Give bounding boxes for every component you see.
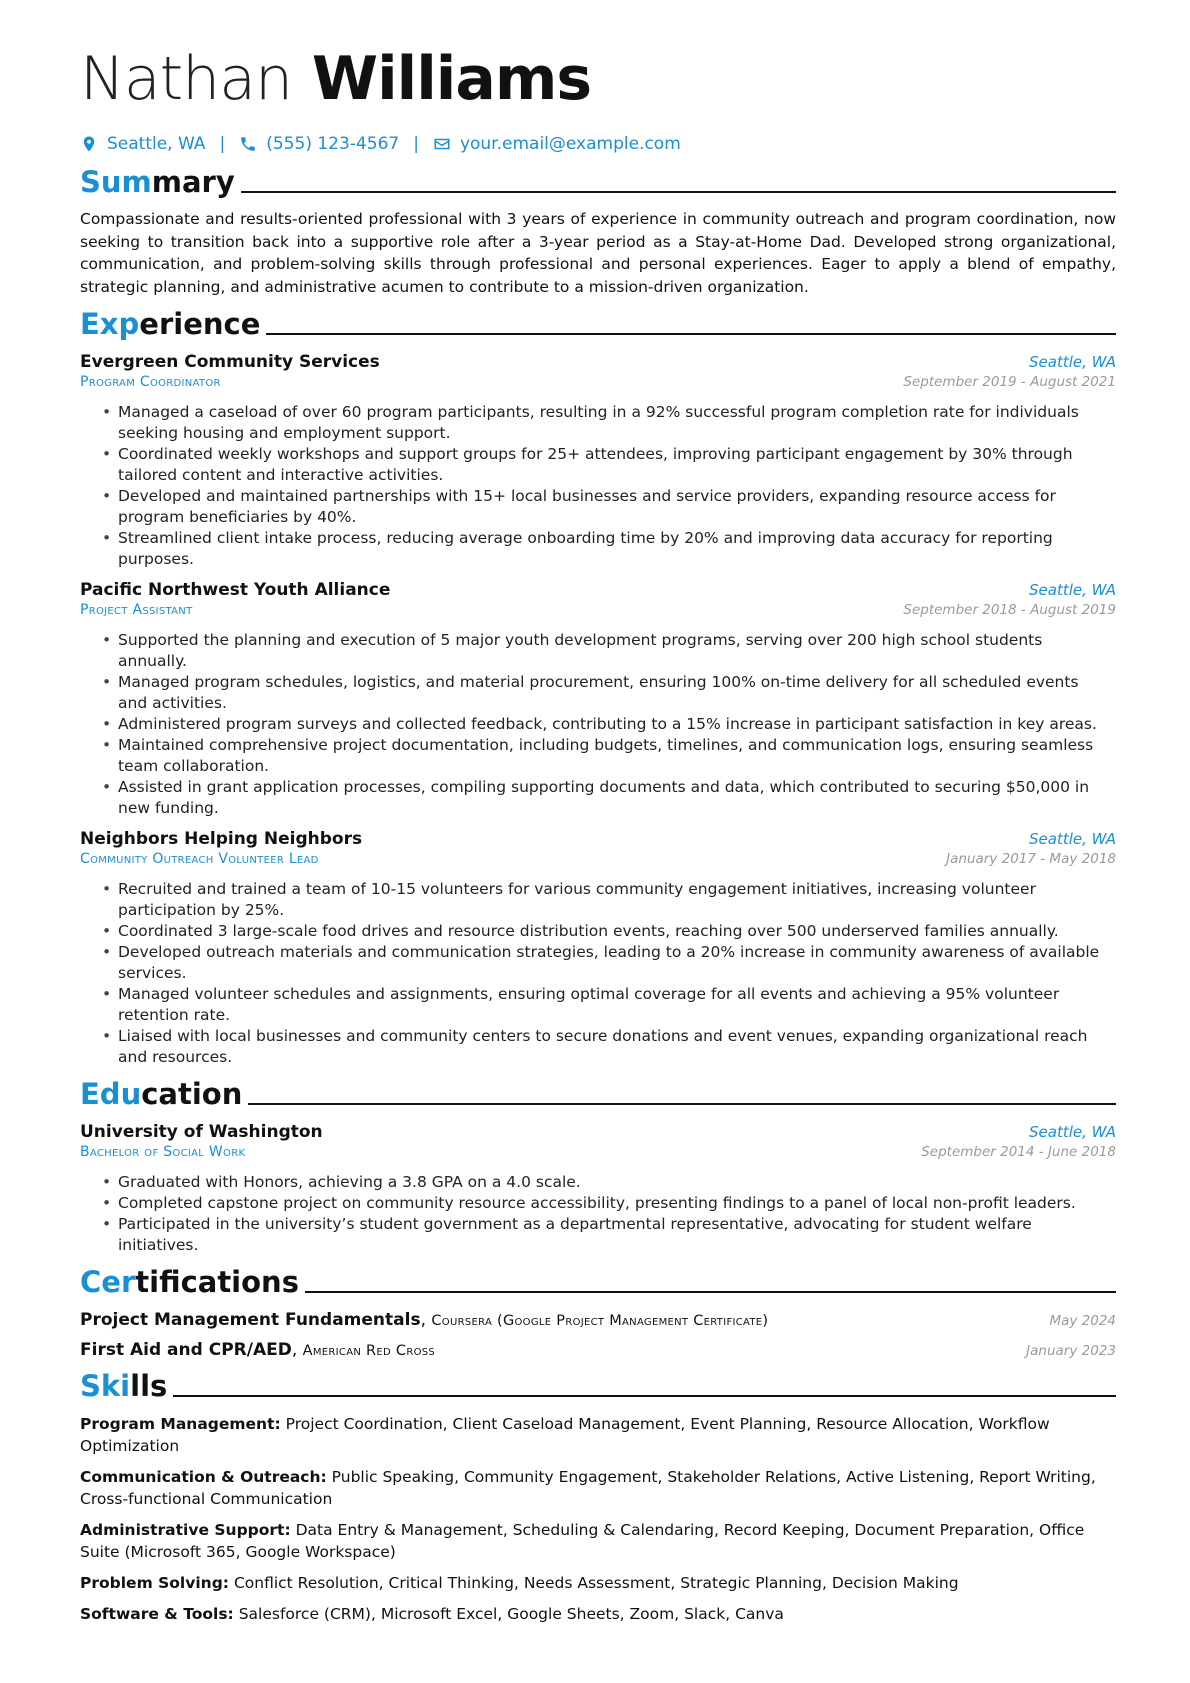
achievement-list — [80, 630, 1116, 819]
experience-heading — [80, 306, 1116, 342]
contact-email[interactable] — [433, 134, 681, 154]
list-item: • Developed and maintained partnerships with 15+ local businesses and service providers, expanding resource access for program beneficiaries by 40%. — [118, 486, 1116, 528]
organization: Evergreen Community Services — [80, 352, 380, 372]
certification-name: Project Management Fundamentals — [80, 1310, 421, 1330]
location: Seattle, WA — [1029, 830, 1116, 848]
heading-rule — [248, 1103, 1116, 1105]
list-item: • Administered program surveys and collected feedback, contributing to a 15% increase in participant satisfaction in key areas. — [118, 714, 1116, 735]
experience-entry — [80, 829, 1116, 1068]
list-item: • Developed outreach materials and communication strategies, leading to a 20% increase in community awareness of available services. — [118, 942, 1116, 984]
heading-rest: lls — [130, 1369, 168, 1403]
contact-bar — [80, 132, 1116, 156]
contact-separator: | — [219, 134, 226, 154]
experience-entry — [80, 352, 1116, 570]
list-item: • Liaised with local businesses and community centers to secure donations and event venues, expanding organizational reach and resources. — [118, 1026, 1116, 1068]
achievement-list — [80, 1172, 1116, 1256]
heading-accent: Edu — [80, 1077, 142, 1111]
skill-row — [80, 1572, 1116, 1594]
summary-heading — [80, 164, 1116, 200]
skill-values: Public Speaking, Community Engagement, Stakeholder Relations, Active Listening, Report Writing, Cross-functional Communication — [80, 1468, 1096, 1508]
skill-row — [80, 1519, 1116, 1563]
list-item: • Supported the planning and execution of 5 major youth development programs, serving over 200 high school students annually. — [118, 630, 1116, 672]
skill-values: Data Entry & Management, Scheduling & Calendaring, Record Keeping, Document Preparation, Office Suite (Microsoft 365, Google Workspace) — [80, 1521, 1085, 1561]
certification-issuer: Coursera (Google Project Management Certificate) — [431, 1313, 769, 1329]
date-range: September 2014 - June 2018 — [921, 1144, 1116, 1160]
date-range: September 2019 - August 2021 — [903, 374, 1116, 390]
heading-rule — [173, 1395, 1116, 1397]
skill-values: Project Coordination, Client Caseload Management, Event Planning, Resource Allocation, Workflow Optimization — [80, 1415, 1050, 1455]
heading-rest: erience — [139, 307, 261, 341]
candidate-name — [80, 40, 1116, 118]
certification-date: May 2024 — [1049, 1313, 1116, 1329]
envelope-icon — [433, 135, 451, 153]
skill-category: Program Management: — [80, 1415, 281, 1433]
contact-phone[interactable] — [239, 134, 399, 154]
last-name: Williams — [311, 44, 592, 114]
location: Seattle, WA — [1029, 1123, 1116, 1141]
heading-rest: tifications — [135, 1265, 299, 1299]
heading-accent: Sum — [80, 165, 152, 199]
skill-row — [80, 1466, 1116, 1510]
job-title: Community Outreach Volunteer Lead — [80, 851, 319, 867]
summary-text: Compassionate and results-oriented professional with 3 years of experience in community outreach and program coordination, now seeking to transition back into a supportive role after a 3-year period as a Stay-at-Home Dad. Developed strong organizational, communication, and problem-solving skills through professional and personal experiences. Eager to apply a blend of empathy, strategic planning, and administrative acumen to contribute to a mission-driven organization. — [80, 210, 1116, 296]
skill-row — [80, 1603, 1116, 1625]
list-item: • Managed a caseload of over 60 program participants, resulting in a 92% successful program completion rate for individuals seeking housing and employment support. — [118, 402, 1116, 444]
list-item: • Managed program schedules, logistics, and material procurement, ensuring 100% on-time delivery for all scheduled events and activities. — [118, 672, 1116, 714]
organization: Pacific Northwest Youth Alliance — [80, 580, 391, 600]
job-title: Project Assistant — [80, 602, 193, 618]
heading-accent: Exp — [80, 307, 140, 341]
skills-heading — [80, 1368, 1116, 1404]
heading-accent: Ski — [80, 1369, 131, 1403]
certification-item: Project Management Fundamentals, Coursera (Google Project Management Certificate) May 2024 — [80, 1310, 1116, 1330]
list-item: • Maintained comprehensive project documentation, including budgets, timelines, and communication logs, ensuring seamless team collaboration. — [118, 735, 1116, 777]
heading-rest: mary — [151, 165, 235, 199]
list-item: • Coordinated 3 large-scale food drives and resource distribution events, reaching over 500 underserved families annually. — [118, 921, 1116, 942]
list-item: • Coordinated weekly workshops and support groups for 25+ attendees, improving participant engagement by 30% through tailored content and interactive activities. — [118, 444, 1116, 486]
skill-values: Salesforce (CRM), Microsoft Excel, Google Sheets, Zoom, Slack, Canva — [238, 1605, 784, 1623]
achievement-list — [80, 879, 1116, 1068]
location: Seattle, WA — [1029, 581, 1116, 599]
location-text: Seattle, WA — [107, 134, 206, 154]
skill-category: Administrative Support: — [80, 1521, 291, 1539]
certification-issuer: American Red Cross — [302, 1343, 436, 1359]
skill-values: Conflict Resolution, Critical Thinking, Needs Assessment, Strategic Planning, Decision Making — [233, 1574, 959, 1592]
achievement-list — [80, 402, 1116, 570]
date-range: January 2017 - May 2018 — [946, 851, 1116, 867]
list-item: • Completed capstone project on community resource accessibility, presenting findings to a panel of local non-profit leaders. — [118, 1193, 1116, 1214]
list-item: • Managed volunteer schedules and assignments, ensuring optimal coverage for all events and achieving a 95% volunteer retention rate. — [118, 984, 1116, 1026]
certification-item: First Aid and CPR/AED, American Red Cross January 2023 — [80, 1340, 1116, 1360]
list-item: • Recruited and trained a team of 10-15 volunteers for various community engagement initiatives, increasing volunteer participation by 25%. — [118, 879, 1116, 921]
skill-row — [80, 1413, 1116, 1457]
heading-rule — [266, 333, 1116, 335]
phone-text: (555) 123-4567 — [266, 134, 400, 154]
date-range: September 2018 - August 2019 — [903, 602, 1116, 618]
certifications-heading — [80, 1264, 1116, 1300]
education-heading — [80, 1076, 1116, 1112]
heading-rest: cation — [141, 1077, 243, 1111]
list-item: • Streamlined client intake process, reducing average onboarding time by 20% and improving data accuracy for reporting purposes. — [118, 528, 1116, 570]
list-item: • Assisted in grant application processes, compiling supporting documents and data, which contributed to securing $50,000 in new funding. — [118, 777, 1116, 819]
heading-accent: Cer — [80, 1265, 136, 1299]
contact-location — [80, 134, 206, 154]
location: Seattle, WA — [1029, 353, 1116, 371]
heading-rule — [305, 1291, 1116, 1293]
experience-entry — [80, 580, 1116, 819]
list-item: • Graduated with Honors, achieving a 3.8 GPA on a 4.0 scale. — [118, 1172, 1116, 1193]
education-entry — [80, 1122, 1116, 1256]
certification-date: January 2023 — [1026, 1343, 1116, 1359]
first-name: Nathan — [80, 44, 292, 114]
institution: University of Washington — [80, 1122, 323, 1142]
list-item: • Participated in the university’s student government as a departmental representative, advocating for student welfare initiatives. — [118, 1214, 1116, 1256]
email-link: your.email@example.com — [459, 134, 681, 154]
skill-category: Software & Tools: — [80, 1605, 234, 1623]
contact-separator: | — [413, 134, 419, 154]
heading-rule — [241, 191, 1116, 193]
job-title: Program Coordinator — [80, 374, 221, 390]
phone-icon — [239, 135, 257, 153]
skill-category: Problem Solving: — [80, 1574, 229, 1592]
degree: Bachelor of Social Work — [80, 1144, 246, 1160]
map-pin-icon — [80, 135, 98, 153]
skill-category: Communication & Outreach: — [80, 1468, 327, 1486]
certification-name: First Aid and CPR/AED — [80, 1340, 292, 1360]
organization: Neighbors Helping Neighbors — [80, 829, 363, 849]
